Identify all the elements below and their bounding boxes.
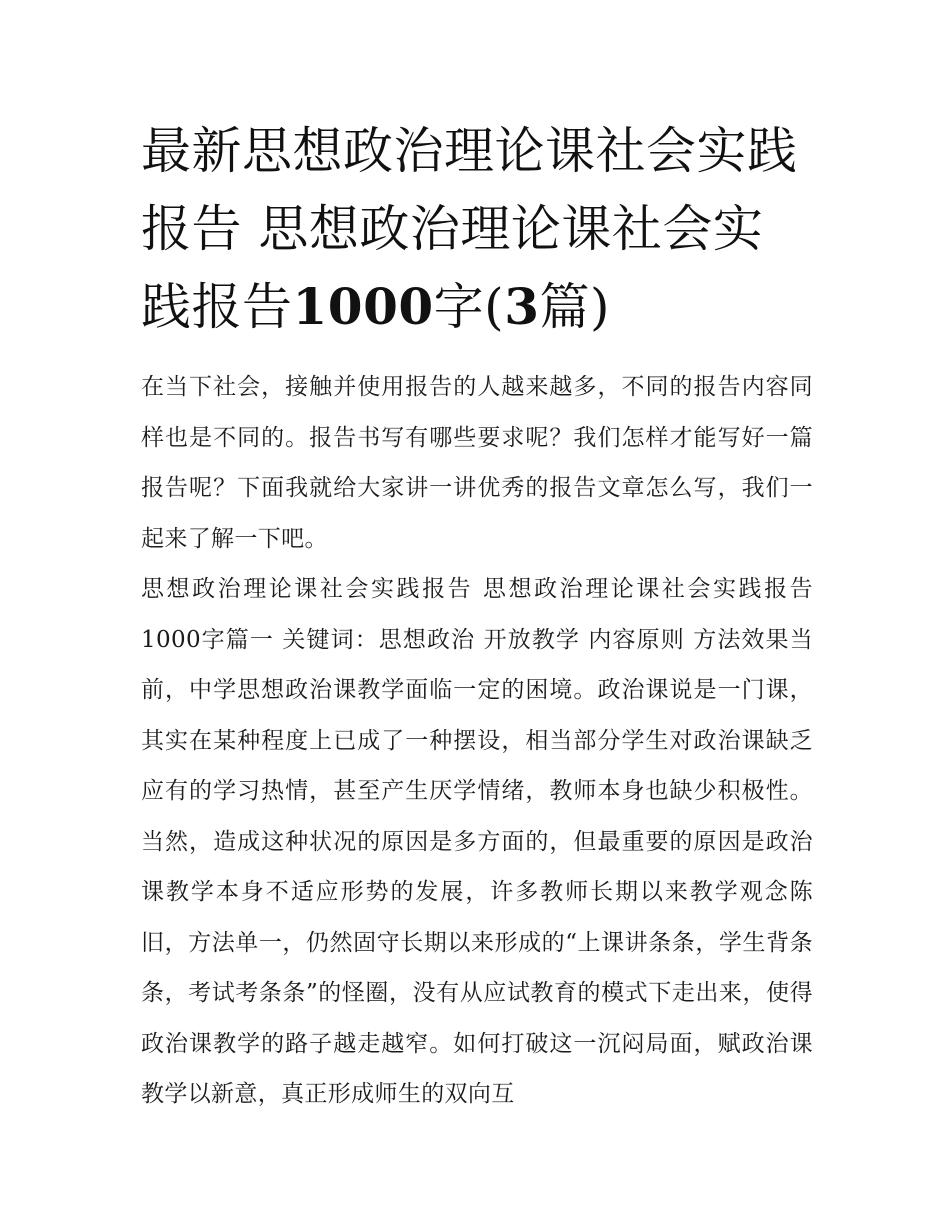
title-number: 1000 — [292, 277, 434, 336]
document-title — [141, 112, 813, 346]
title-text-suffix: 篇) — [539, 278, 610, 336]
title-text-unit: 字( — [433, 278, 505, 336]
title-text: 最新思想政治理论课社会实践报告 思想政治理论课社会实践报告 — [141, 122, 798, 336]
body-paragraph: 思想政治理论课社会实践报告 思想政治理论课社会实践报告1000字篇一 关键词：思想政治 开放教学 内容原则 方法效果当前，中学思想政治课教学面临一定的困境。政治课说是一门课，其实在某种程度上已成了一种摆设，相当部分学生对政治课缺乏应有的学习热情，甚至产生厌学情绪，教师本身也缺少积极性。当然，造成这种状况的原因是多方面的，但最重要的原因是政治课教学本身不适应形势的发展，许多教师长期以来教学观念陈旧，方法单一，仍然固守长期以来形成的“上课讲条条，学生背条条，考试考条条”的怪圈，没有从应试教育的模式下走出来，使得政治课教学的路子越走越窄。如何打破这一沉闷局面，赋政治课教学以新意，真正形成师生的双向互 — [141, 576, 813, 1107]
document-page — [141, 112, 813, 1120]
intro-paragraph: 在当下社会，接触并使用报告的人越来越多，不同的报告内容同样也是不同的。报告书写有哪些要求呢？我们怎样才能写好一篇报告呢？下面我就给大家讲一讲优秀的报告文章怎么写，我们一起来了解一下吧。 — [141, 374, 813, 552]
title-count: 3 — [504, 277, 540, 336]
